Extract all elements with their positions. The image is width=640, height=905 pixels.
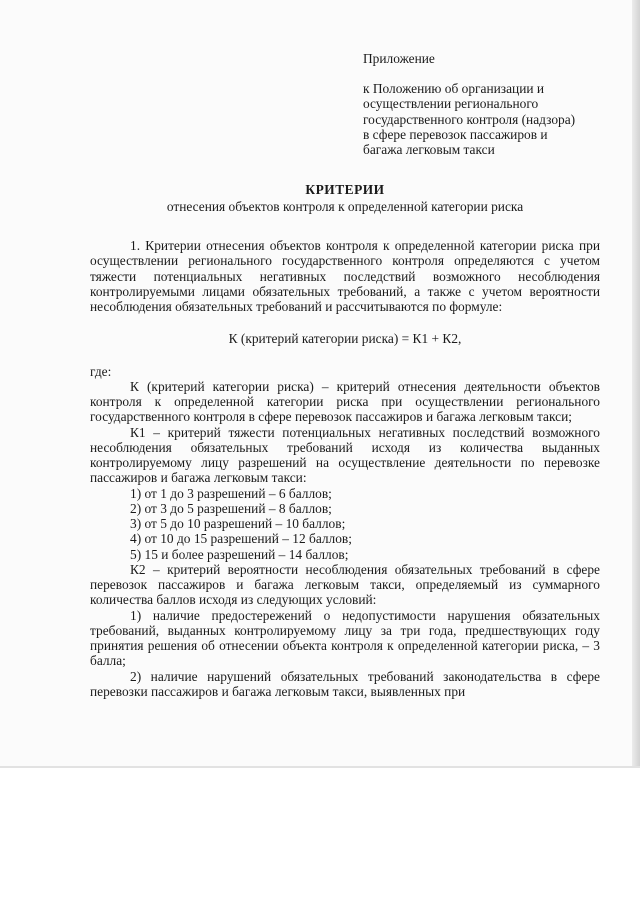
k1-list-item: 1) от 1 до 3 разрешений – 6 баллов; [130, 485, 332, 501]
appendix-line: государственного контроля (надзора) [363, 111, 576, 127]
where-label: где: [90, 363, 112, 379]
appendix-block [363, 51, 613, 157]
paragraph-k1-definition: К1 – критерий тяжести потенциальных негативных последствий возможного несоблюдения обязательных требований исходя из количества выданных контролируемому лицу разрешений на осуществление деятельности по перевозке пассажиров и багажа легковым такси: [90, 424, 600, 486]
appendix-line: в сфере перевозок пассажиров и [363, 126, 548, 142]
appendix-title: Приложение [363, 51, 435, 66]
appendix-line: осуществлении регионального [363, 96, 539, 112]
document-subtitle: отнесения объектов контроля к определенной категории риска [166, 199, 524, 214]
document-title: КРИТЕРИИ [305, 182, 385, 197]
paragraph-criteria: 1. Критерии отнесения объектов контроля к определенной категории риска при осуществлении регионального государственного контроля определяются с учетом тяжести потенциальных негативных последствий возможного несоблюдения контролируемыми лицами обязательных требований, а также с учетом вероятности несоблюдения обязательных требований и рассчитываются по формуле: [90, 238, 600, 314]
appendix-line: багажа легковым такси [363, 142, 495, 158]
k1-list-item: 3) от 5 до 10 разрешений – 10 баллов; [130, 516, 346, 531]
k2-list-item: 2) наличие нарушений обязательных требований законодательства в сфере перевозки пассажиров и багажа легковым такси, выявленных при [90, 668, 600, 699]
appendix-line: к Положению об организации и [363, 81, 545, 97]
k2-list-item: 1) наличие предостережений о недопустимости нарушения обязательных требований, выданных контролируемому лицу за три года, предшествующих году принятия решения об отнесении объекта контроля к определенной категории риска, – 3 балла; [90, 607, 600, 669]
k1-list-item: 2) от 3 до 5 разрешений – 8 баллов; [130, 500, 332, 516]
formula: К (критерий категории риска) = К1 + К2, [228, 331, 462, 347]
scan-bottom-edge [0, 766, 640, 768]
k1-list-item: 4) от 10 до 15 разрешений – 12 баллов; [130, 531, 352, 547]
scan-edge-shadow [632, 0, 640, 768]
paragraph-k2-definition: К2 – критерий вероятности несоблюдения обязательных требований в сфере перевозок пассажиров и багажа легковым такси, определяемый из суммарного количества баллов исходя из следующих условий: [90, 561, 600, 608]
document-body [90, 238, 600, 699]
k1-list-item: 5) 15 и более разрешений – 14 баллов; [130, 546, 349, 562]
paragraph-k-definition: К (критерий категории риска) – критерий отнесения деятельности объектов контроля к определенной категории риска при осуществлении регионального государственного контроля в сфере перевозок пассажиров и багажа легковым такси; [90, 378, 600, 425]
